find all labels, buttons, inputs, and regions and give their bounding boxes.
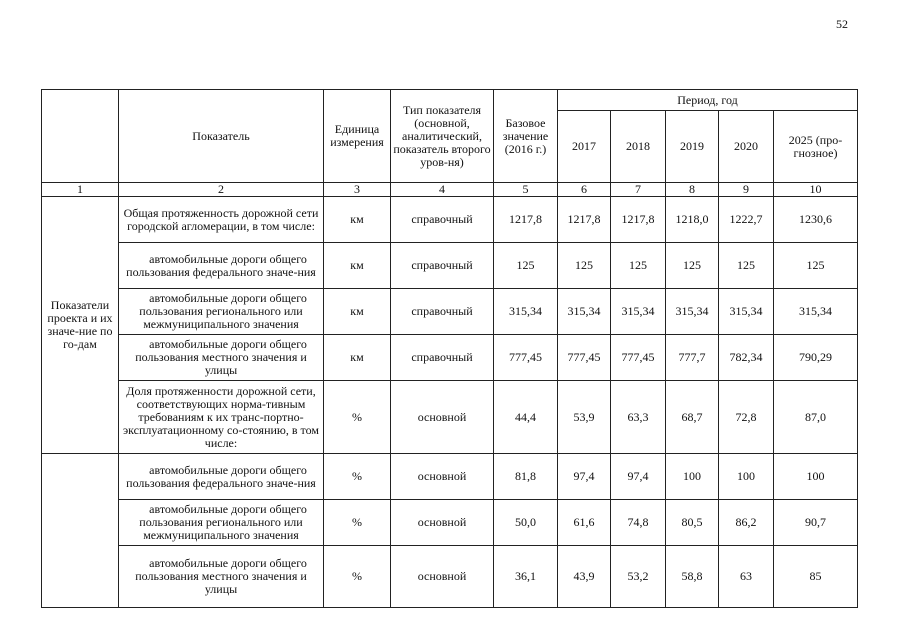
- column-number: 5: [494, 183, 558, 197]
- unit-cell: км: [324, 243, 391, 289]
- year-value: 61,6: [558, 500, 611, 546]
- column-number: 6: [558, 183, 611, 197]
- column-number: 7: [611, 183, 666, 197]
- table-row: [42, 243, 858, 289]
- column-number: 4: [391, 183, 494, 197]
- header-year: 2018: [611, 111, 666, 183]
- table-row: [42, 197, 858, 243]
- year-value: 1217,8: [558, 197, 611, 243]
- year-value: 1218,0: [666, 197, 719, 243]
- header-year: 2017: [558, 111, 611, 183]
- year-value: 63,3: [611, 381, 666, 454]
- year-value: 80,5: [666, 500, 719, 546]
- year-value: 315,34: [719, 289, 774, 335]
- year-value: 315,34: [611, 289, 666, 335]
- column-numbers-row: [42, 183, 858, 197]
- year-value: 68,7: [666, 381, 719, 454]
- base-value: 36,1: [494, 546, 558, 608]
- year-value: 125: [558, 243, 611, 289]
- indicator-name: автомобильные дороги общего пользования регионального или межмуниципального значения: [119, 500, 324, 546]
- base-value: 125: [494, 243, 558, 289]
- year-value: 53,9: [558, 381, 611, 454]
- header-year: 2020: [719, 111, 774, 183]
- type-cell: справочный: [391, 243, 494, 289]
- table-row: [42, 381, 858, 454]
- type-cell: основной: [391, 454, 494, 500]
- year-value: 777,45: [611, 335, 666, 381]
- indicator-name: Доля протяженности дорожной сети, соответствующих норма-тивным требованиям к их транс-портно-эксплуатационному со-стоянию, в том числе:: [119, 381, 324, 454]
- indicator-name: автомобильные дороги общего пользования федерального значе-ния: [119, 454, 324, 500]
- year-value: 1230,6: [774, 197, 858, 243]
- header-period: Период, год: [558, 90, 858, 111]
- unit-cell: км: [324, 335, 391, 381]
- base-value: 44,4: [494, 381, 558, 454]
- column-number: 10: [774, 183, 858, 197]
- year-value: 53,2: [611, 546, 666, 608]
- year-value: 777,7: [666, 335, 719, 381]
- year-value: 1222,7: [719, 197, 774, 243]
- year-value: 100: [774, 454, 858, 500]
- year-value: 315,34: [558, 289, 611, 335]
- header-type: Тип показателя (основной, аналитический, показатель второго уров-ня): [391, 90, 494, 183]
- page-number: 52: [836, 17, 848, 31]
- year-value: 58,8: [666, 546, 719, 608]
- table-row: [42, 546, 858, 608]
- year-value: 72,8: [719, 381, 774, 454]
- type-cell: справочный: [391, 335, 494, 381]
- year-value: 86,2: [719, 500, 774, 546]
- base-value: 1217,8: [494, 197, 558, 243]
- indicator-name: автомобильные дороги общего пользования федерального значе-ния: [119, 243, 324, 289]
- header-year: 2025 (про-гнозное): [774, 111, 858, 183]
- header-base: Базовое значение (2016 г.): [494, 90, 558, 183]
- year-value: 90,7: [774, 500, 858, 546]
- table-row: [42, 454, 858, 500]
- year-value: 315,34: [774, 289, 858, 335]
- year-value: 97,4: [558, 454, 611, 500]
- header-cell-col1: [42, 90, 119, 183]
- unit-cell: %: [324, 381, 391, 454]
- year-value: 43,9: [558, 546, 611, 608]
- type-cell: основной: [391, 500, 494, 546]
- unit-cell: %: [324, 546, 391, 608]
- header-unit: Единица измерения: [324, 90, 391, 183]
- year-value: 1217,8: [611, 197, 666, 243]
- unit-cell: км: [324, 197, 391, 243]
- year-value: 63: [719, 546, 774, 608]
- base-value: 315,34: [494, 289, 558, 335]
- year-value: 125: [719, 243, 774, 289]
- year-value: 125: [774, 243, 858, 289]
- header-indicator: Показатель: [119, 90, 324, 183]
- indicator-name: Общая протяженность дорожной сети городской агломерации, в том числе:: [119, 197, 324, 243]
- year-value: 782,34: [719, 335, 774, 381]
- year-value: 315,34: [666, 289, 719, 335]
- type-cell: справочный: [391, 197, 494, 243]
- unit-cell: %: [324, 500, 391, 546]
- column-number: 3: [324, 183, 391, 197]
- unit-cell: км: [324, 289, 391, 335]
- year-value: 87,0: [774, 381, 858, 454]
- year-value: 100: [666, 454, 719, 500]
- base-value: 81,8: [494, 454, 558, 500]
- year-value: 85: [774, 546, 858, 608]
- table-row: [42, 335, 858, 381]
- type-cell: справочный: [391, 289, 494, 335]
- year-value: 125: [666, 243, 719, 289]
- group-cell-empty: [42, 454, 119, 608]
- year-value: 100: [719, 454, 774, 500]
- column-number: 9: [719, 183, 774, 197]
- table-row: [42, 500, 858, 546]
- type-cell: основной: [391, 381, 494, 454]
- group-label: Показатели проекта и их значе-ние по го-дам: [42, 197, 119, 454]
- base-value: 777,45: [494, 335, 558, 381]
- type-cell: основной: [391, 546, 494, 608]
- column-number: 1: [42, 183, 119, 197]
- unit-cell: %: [324, 454, 391, 500]
- year-value: 74,8: [611, 500, 666, 546]
- base-value: 50,0: [494, 500, 558, 546]
- indicator-name: автомобильные дороги общего пользования местного значения и улицы: [119, 335, 324, 381]
- year-value: 777,45: [558, 335, 611, 381]
- year-value: 97,4: [611, 454, 666, 500]
- column-number: 2: [119, 183, 324, 197]
- year-value: 125: [611, 243, 666, 289]
- indicator-name: автомобильные дороги общего пользования регионального или межмуниципального значения: [119, 289, 324, 335]
- column-number: 8: [666, 183, 719, 197]
- indicator-name: автомобильные дороги общего пользования местного значения и улицы: [119, 546, 324, 608]
- table-row: [42, 289, 858, 335]
- header-row-1: [42, 90, 858, 111]
- header-year: 2019: [666, 111, 719, 183]
- indicator-table: [41, 89, 858, 608]
- year-value: 790,29: [774, 335, 858, 381]
